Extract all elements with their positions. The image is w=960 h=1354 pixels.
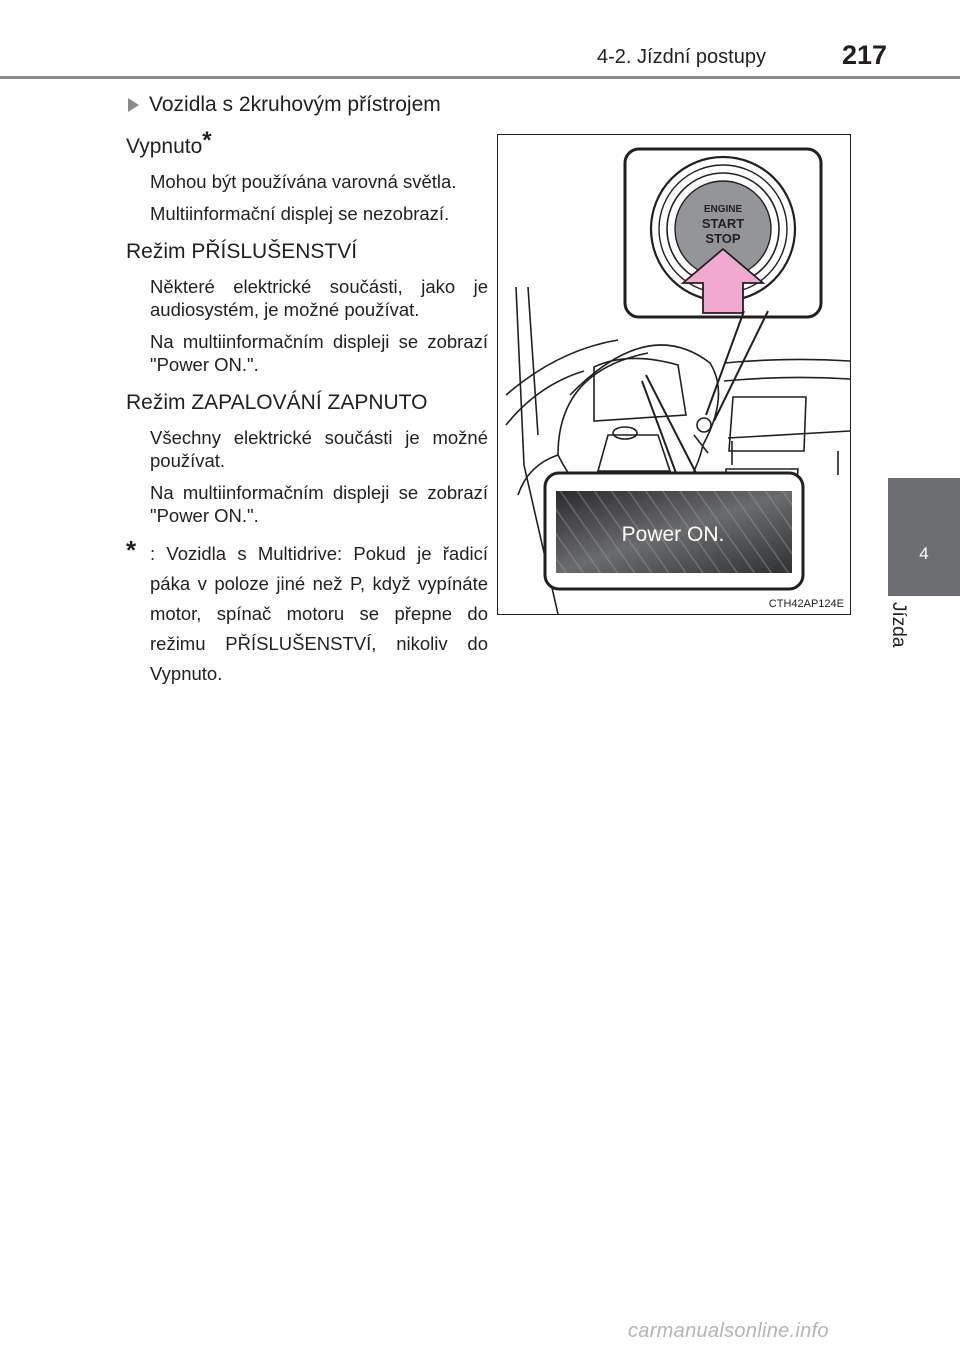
chapter-title [888,602,937,682]
footnote-asterisk: * [126,535,137,565]
button-callout [625,149,821,421]
mode-paragraph: Některé elektrické součásti, jako je audiosystém, je možné používat. [150,276,488,320]
triangle-bullet-icon [128,98,139,112]
figure-code: CTH42AP124E [768,598,844,610]
footnote-text: : Vozidla s Multidrive: Pokud je řadicí páka v poloze jiné než P, když vypínáte motor, spínač motoru se přepne do režimu PŘÍSLUŠENSTVÍ, nikoliv do Vypnuto. [150,543,488,684]
display-callout [545,375,803,589]
header-section-title: 4-2. Jízdní postupy [597,46,766,68]
watermark: carmanualsonline.info [628,1320,829,1342]
dashboard-illustration [498,135,850,614]
subsection-title-text: Vozidla s 2kruhovým přístrojem [149,93,441,116]
mode-paragraph: Všechny elektrické součásti je možné používat. [150,427,488,471]
mode-paragraph: Na multiinformačním displeji se zobrazí "Power ON.". [150,482,488,526]
header-rule [0,76,960,79]
main-content [126,90,488,689]
display-power-on-text: Power ON. [621,523,725,546]
mode-paragraph: Na multiinformačním displeji se zobrazí "Power ON.". [150,331,488,375]
mode-paragraph: Multiinformační displej se nezobrazí. [150,203,450,224]
button-text-engine: ENGINE [703,204,743,215]
page-number: 217 [842,40,888,70]
button-text-stop: STOP [705,231,741,246]
mode-heading-accessory: Režim PŘÍSLUŠENSTVÍ [126,240,358,263]
chapter-tab [888,478,960,596]
asterisk-marker: * [202,127,212,154]
chapter-title-text: Jízda [888,602,909,648]
figure-illustration [497,134,851,615]
subsection-title [128,90,488,120]
chapter-number: 4 [919,544,929,563]
mode-heading-off: Vypnuto* [126,127,212,158]
mode-paragraph: Mohou být používána varovná světla. [150,171,457,192]
button-text-start: START [701,216,745,231]
mode-heading-ignition-on: Režim ZAPALOVÁNÍ ZAPNUTO [126,391,428,414]
footnote [126,535,488,689]
